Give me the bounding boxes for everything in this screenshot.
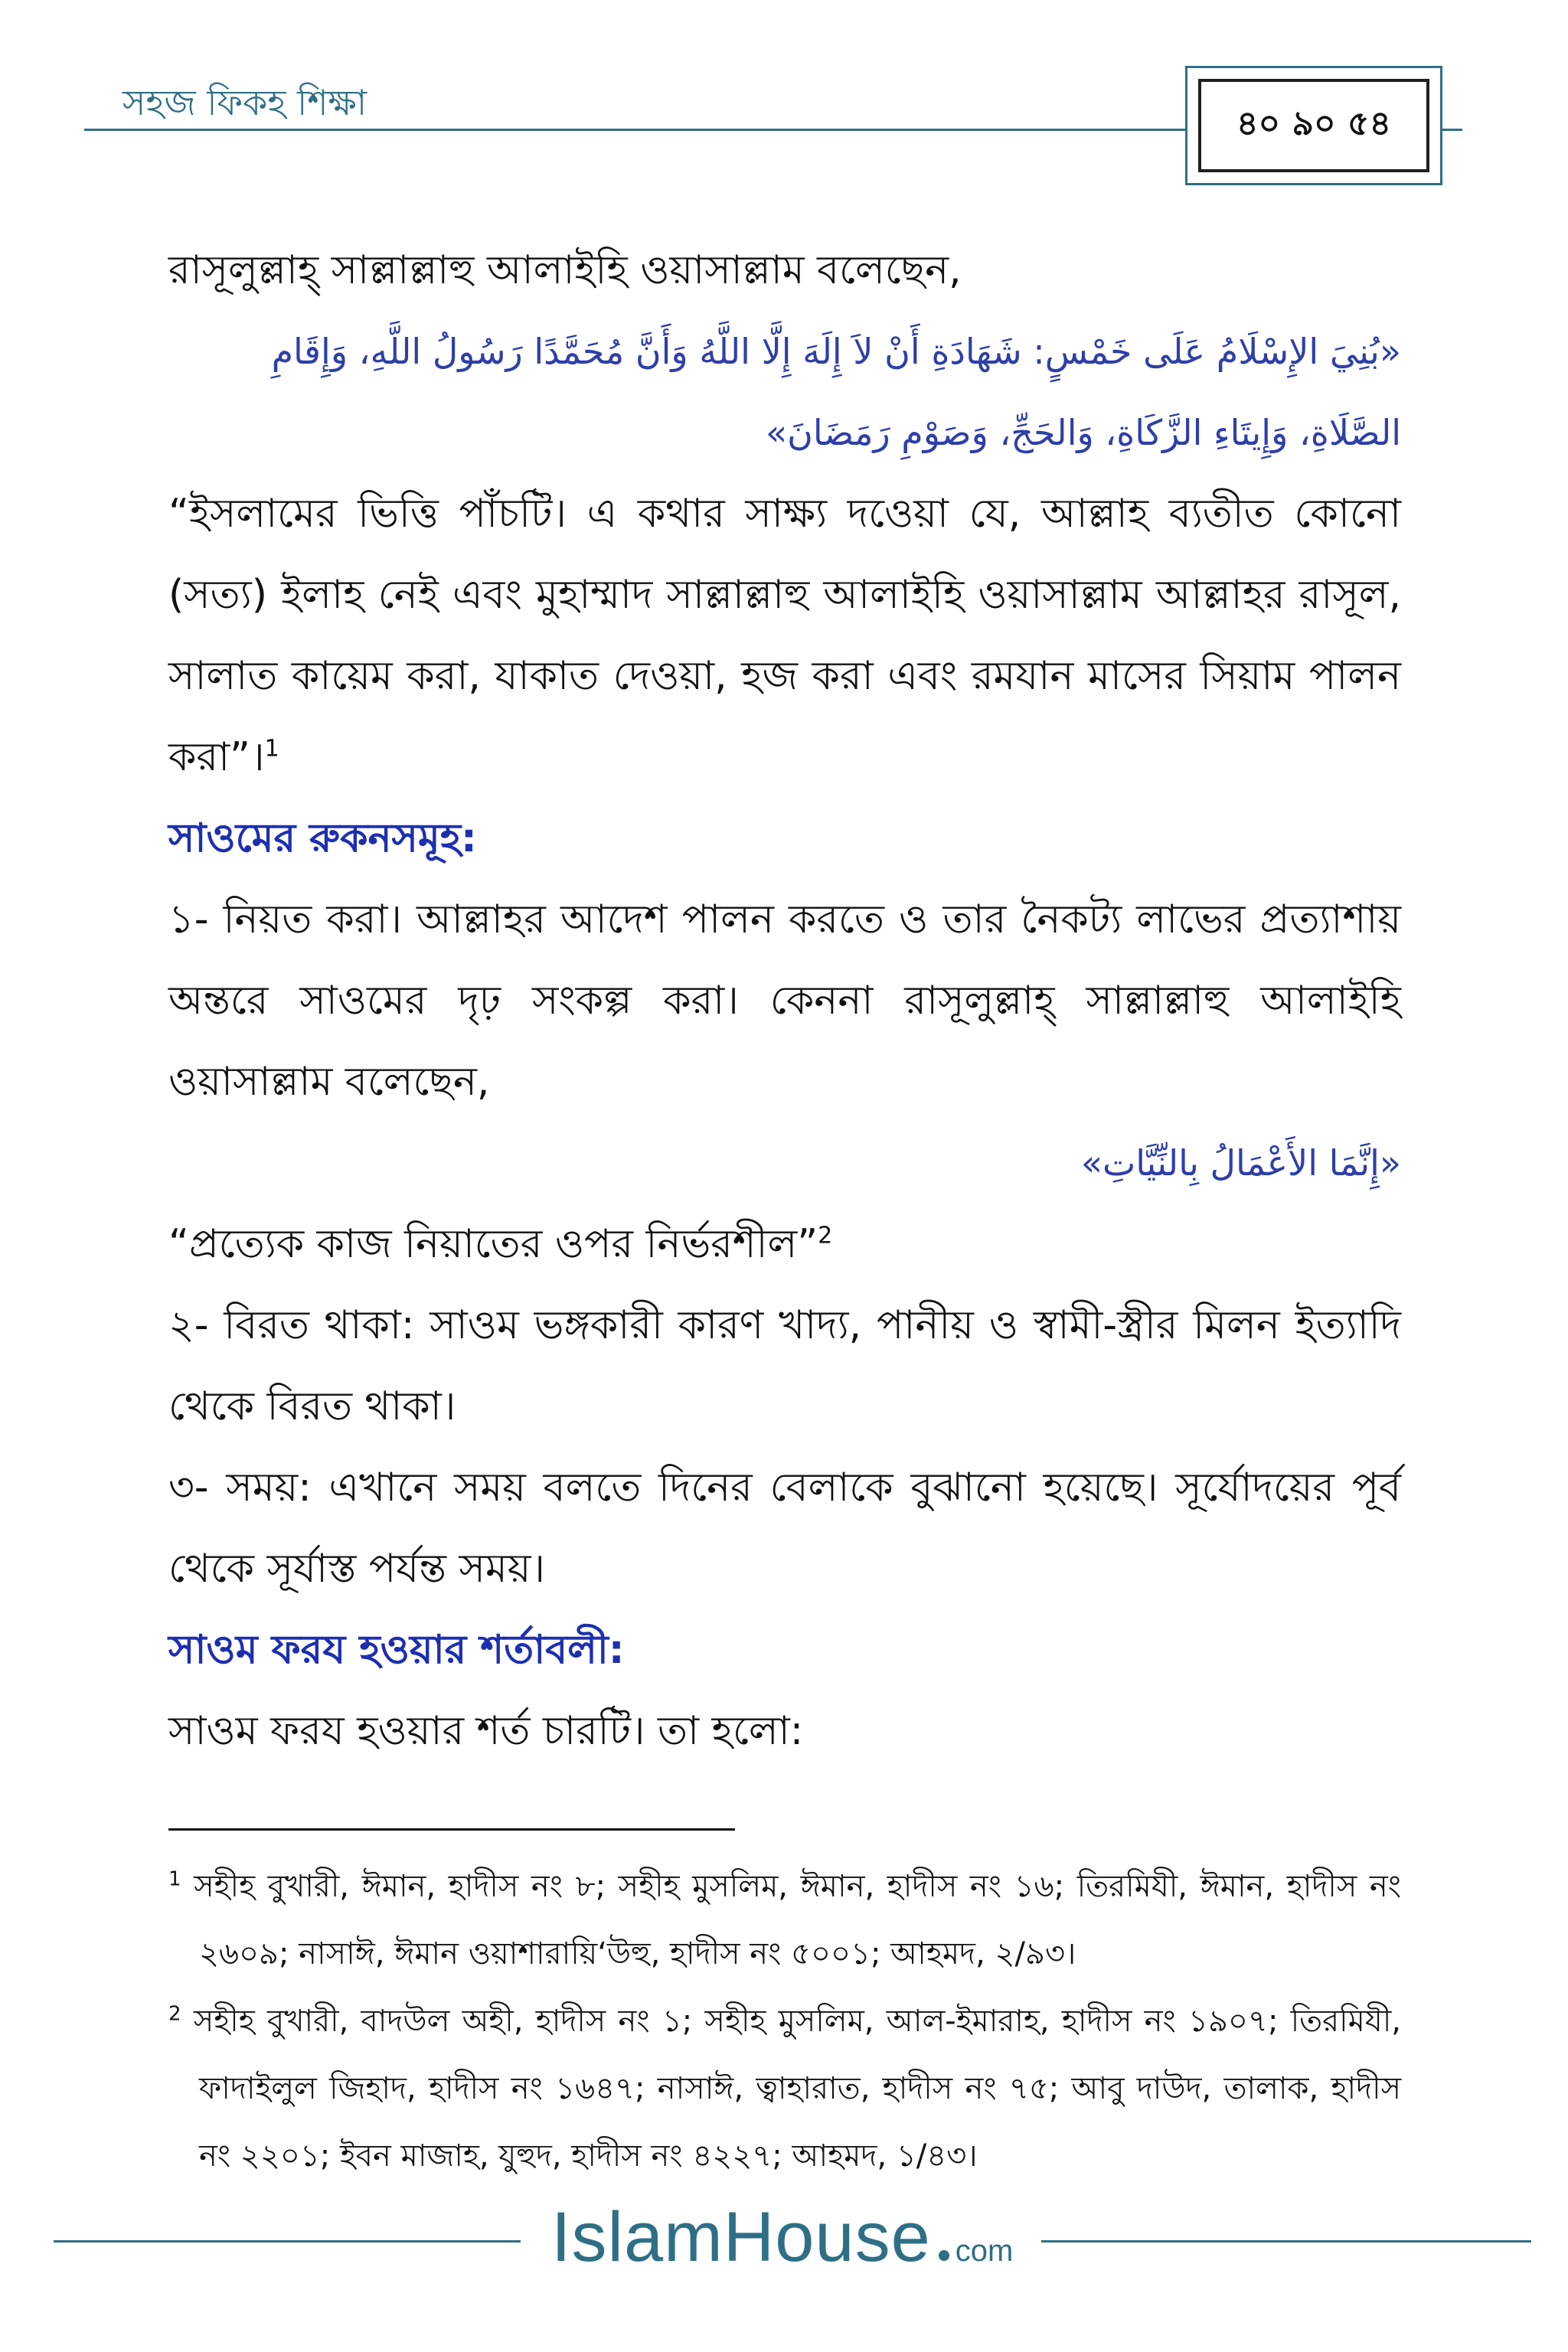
footnote-1-text: সহীহ বুখারী, ঈমান, হাদীস নং ৮; সহীহ মুসলিম, ঈমান, হাদীস নং ১৬; তিরমিযী, ঈমান, হাদীস নং ২৬০৯; নাসাঈ, ঈমান ওয়াশারায়ি‘উহু, হাদীস নং ৫০০১; আহমদ, ২/৯৩। xyxy=(194,1869,1401,1971)
arabic-hadith-2: «إِنَّمَا الأَعْمَالُ بِالنِّيَّاتِ» xyxy=(1080,1142,1401,1184)
page-number-box xyxy=(1185,66,1442,185)
section-heading-pillars: সাওমের রুকনসমূহ: xyxy=(168,815,477,861)
footnote-2 xyxy=(168,1988,1401,2190)
footnote-1-number: 1 xyxy=(168,1867,181,1891)
conditions-intro: সাওম ফরয হওয়ার শর্ত চারটি। তা হলো: xyxy=(168,1708,804,1754)
main-content xyxy=(168,230,1401,1772)
footer-rule-left xyxy=(54,2240,521,2243)
pillar-1-paragraph: ১- নিয়ত করা। আল্লাহর আদেশ পালন করতে ও তার নৈকট্য লাভের প্রত্যাশায় অন্তরে সাওমের দৃঢ় সংকল্প করা। কেননা রাসূলুল্লাহ্ সাল্লাল্লাহু আলাইহি ওয়াসাল্লাম বলেছেন, xyxy=(168,897,1401,1105)
intro-paragraph: রাসূলুল্লাহ্ সাল্লাল্লাহু আলাইহি ওয়াসাল্লাম বলেছেন, xyxy=(168,247,962,293)
section-heading-conditions: সাওম ফরয হওয়ার শর্তাবলী: xyxy=(168,1627,625,1673)
footnote-1 xyxy=(168,1853,1401,1988)
running-header-title: সহজ ফিকহ শিক্ষা xyxy=(122,82,368,123)
footnote-rule xyxy=(168,1828,735,1831)
pillar-2-paragraph: ২- বিরত থাকা: সাওম ভঙ্গকারী কারণ খাদ্য, পানীয় ও স্বামী-স্ত্রীর মিলন ইত্যাদি থেকে বিরত থাকা। xyxy=(168,1302,1401,1429)
footer-rule-right xyxy=(1041,2240,1531,2243)
footnote-ref-2[interactable]: 2 xyxy=(818,1222,833,1250)
pillar-3-paragraph: ৩- সময়: এখানে সময় বলতে দিনের বেলাকে বুঝানো হয়েছে। সূর্যোদয়ের পূর্ব থেকে সূর্যাস্ত পর্যন্ত সময়। xyxy=(168,1465,1401,1592)
hadith-2-translation xyxy=(168,1204,1401,1285)
arabic-hadith-1: «بُنِيَ الإِسْلَامُ عَلَى خَمْسٍ: شَهَادَةِ أَنْ لاَ إِلَهَ إِلَّا اللَّهُ وَأَنَّ مُحَمَّدًا رَسُولُ اللَّهِ، وَإِقَامِ الصَّلَاةِ، وَإِيتَاءِ الزَّكَاةِ، وَالحَجِّ، وَصَوْمِ رَمَضَانَ» xyxy=(271,331,1401,453)
footnote-2-text: সহীহ বুখারী, বাদউল অহী, হাদীস নং ১; সহীহ মুসলিম, আল-ইমারাহ, হাদীস নং ১৯০৭; তিরমিযী, ফাদাইলুল জিহাদ, হাদীস নং ১৬৪৭; নাসাঈ, ত্বাহারাত, হাদীস নং ৭৫; আবু দাউদ, তালাক, হাদীস নং ২২০১; ইবন মাজাহ, যুহুদ, হাদীস নং ৪২২৭; আহমদ, ১/৪৩। xyxy=(193,2004,1402,2174)
brand-suffix: com xyxy=(955,2234,1014,2268)
footnote-ref-1[interactable]: 1 xyxy=(264,735,279,763)
brand-dot-icon xyxy=(939,2250,949,2261)
footnotes xyxy=(168,1853,1401,2190)
footer-logo xyxy=(551,2197,1013,2282)
hadith-1-translation xyxy=(168,473,1401,798)
page-number: ৪০ ৯০ ৫৪ xyxy=(1198,79,1429,172)
hadith-2-translation-text: “প্রত্যেক কাজ নিয়াতের ওপর নির্ভরশীল” xyxy=(168,1221,818,1267)
footnote-2-number: 2 xyxy=(168,2002,181,2026)
brand-name: IslamHouse xyxy=(551,2198,931,2276)
hadith-1-translation-text: “ইসলামের ভিত্তি পাঁচটি। এ কথার সাক্ষ্য দওেয়া যে, আল্লাহ ব্যতীত কোনো (সত্য) ইলাহ নেই এবং মুহাম্মাদ সাল্লাল্লাহু আলাইহি ওয়াসাল্লাম আল্লাহর রাসূল, সালাত কায়েম করা, যাকাত দেওয়া, হজ করা এবং রমযান মাসের সিয়াম পালন করা”। xyxy=(168,491,1401,780)
